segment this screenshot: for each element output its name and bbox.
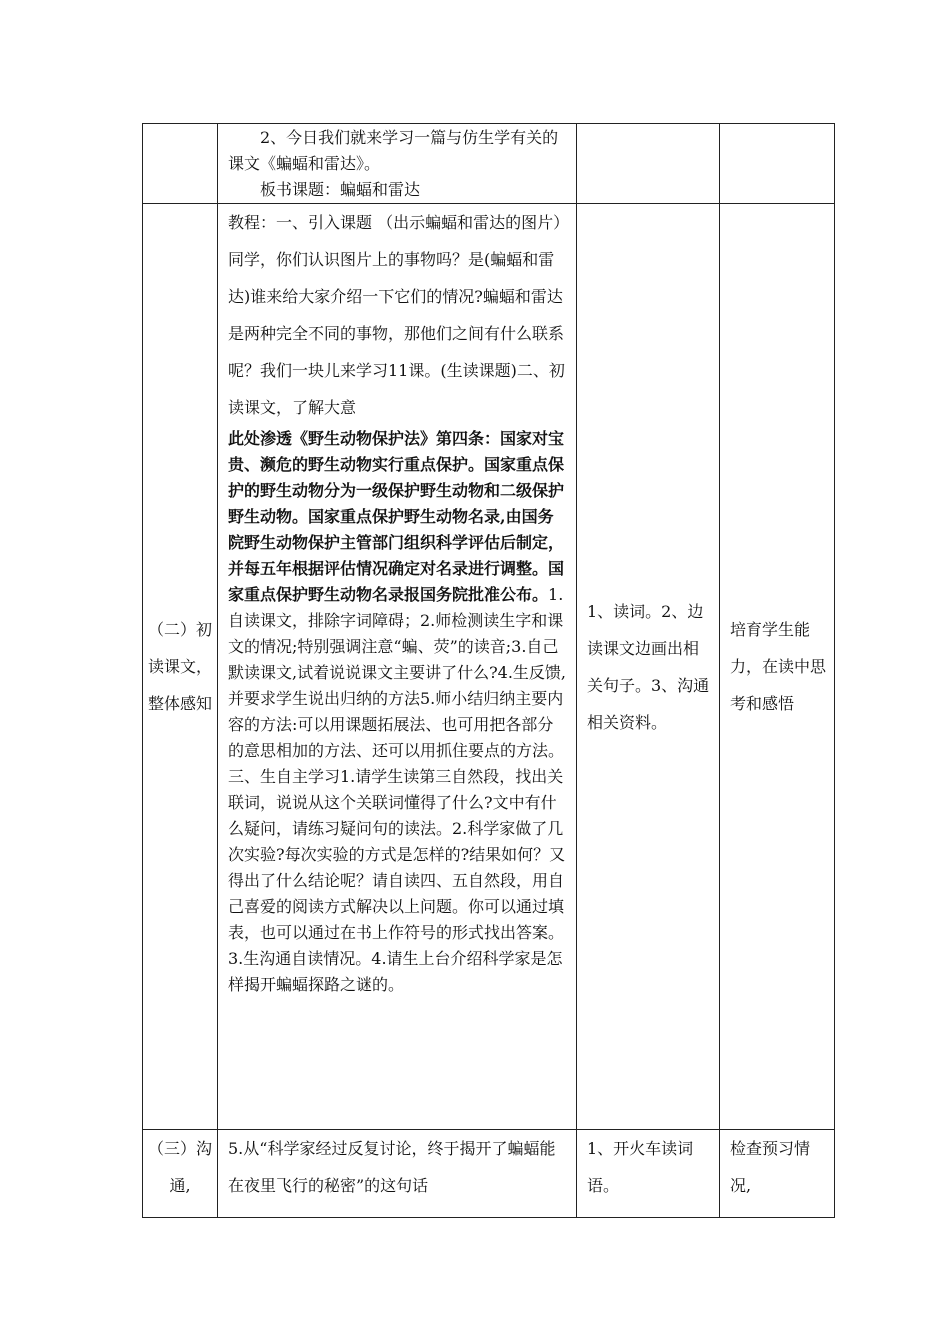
content-cell [218, 124, 577, 204]
content-cell [218, 1130, 577, 1218]
law-text: 此处渗透《野生动物保护法》第四条：国家对宝贵、濒危的野生动物实行重点保护。国家重点保护的野生动物分为一级保护野生动物和二级保护野生动物。国家重点保护野生动物名录,由国务院野生动物保护主管部门组织科学评估后制定，并每五年根据评估情况确定对名录进行调整。国家重点保护野生动物名录报国务院批准公布。 [228, 429, 565, 604]
content-line: 2、今日我们就来学习一篇与仿生学有关的课文《蝙蝠和雷达》。 [228, 128, 559, 173]
content-line: 板书课题：蝙蝠和雷达 [260, 180, 421, 199]
table-row [143, 1130, 835, 1218]
design-intent-cell: 培育学生能力，在读中思考和感悟 [720, 204, 835, 1130]
stage-cell [143, 124, 218, 204]
student-activity-cell: 1、读词。2、边读课文边画出相关句子。3、沟通相关资料。 [577, 204, 720, 1130]
lesson-plan-table [142, 123, 835, 1218]
steps-text: 1.自读课文，排除字词障碍；2.师检测读生字和课文的情况;特别强调注意“蝙、荧”的读音;3.自己默读课文,试着说说课文主要讲了什么?4.生反馈,并要求学生说出归纳的方法5.师小结归纳主要内容的方法:可以用课题拓展法、也可用把各部分的意思相加的方法、还可以用抓住要点的方法。三、生自主学习1.请学生读第三自然段，找出关联词，说说从这个关联词懂得了什么?文中有什么疑问，请练习疑问句的读法。2.科学家做了几次实验?每次实验的方式是怎样的?结果如何？又得出了什么结论呢？请自读四、五自然段，用自己喜爱的阅读方式解决以上问题。你可以通过填表，也可以通过在书上作符号的形式找出答案。3.生沟通自读情况。4.请生上台介绍科学家是怎样揭开蝙蝠探路之谜的。 [228, 585, 567, 994]
stage-cell: （二）初读课文，整体感知 [143, 204, 218, 1130]
content-cell [218, 204, 577, 1130]
table-row [143, 204, 835, 1130]
stage-cell: （三）沟通, [143, 1130, 218, 1218]
intro-text: 教程：一、引入课题 （出示蝙蝠和雷达的图片）同学，你们认识图片上的事物吗？是(蝙蝠和雷达)谁来给大家介绍一下它们的情况?蝙蝠和雷达是两种完全不同的事物，那他们之间有什么联系呢？我们一块儿来学习11课。(生读课题)二、初读课文，了解大意 [228, 213, 565, 417]
design-intent-cell [720, 124, 835, 204]
student-activity-cell: 1、开火车读词语。 [577, 1130, 720, 1218]
student-activity-cell [577, 124, 720, 204]
design-intent-cell: 检查预习情况, [720, 1130, 835, 1218]
content-line: 5.从“科学家经过反复讨论，终于揭开了蝙蝠能在夜里飞行的秘密”的这句话 [228, 1139, 556, 1195]
table-row [143, 124, 835, 204]
